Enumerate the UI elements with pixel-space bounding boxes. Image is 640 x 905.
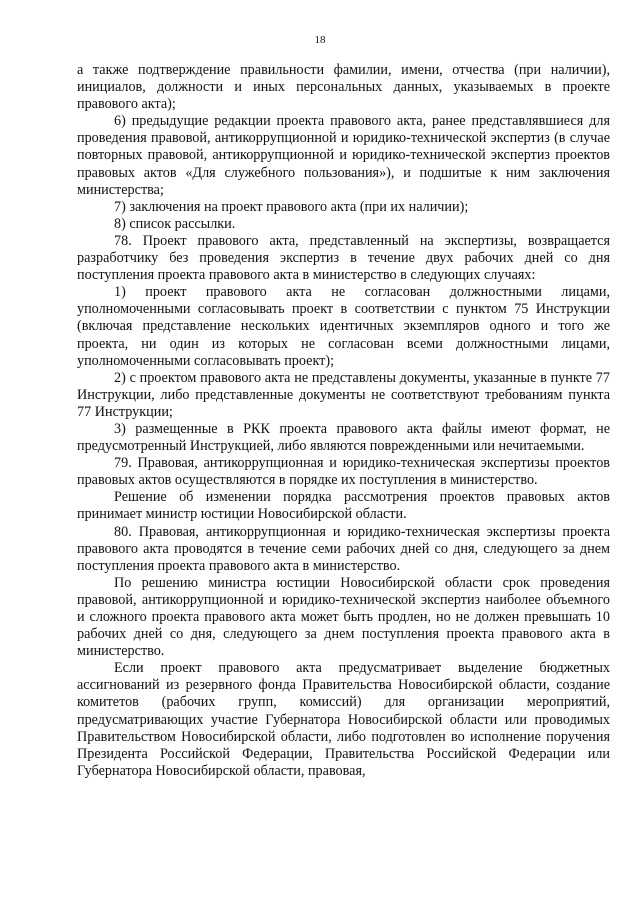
clause-80-extension: По решению министра юстиции Новосибирской области срок проведения правовой, антикоррупционной и юридико-технической экспертиз наиболее объемного и сложного проекта правового акта может быть продлен, но не должен превышать 10 рабочих дней со дня, следующего за днем поступления проекта правового акта в министерство. bbox=[77, 574, 610, 660]
document-body bbox=[77, 62, 610, 780]
clause-80: 80. Правовая, антикоррупционная и юридико-техническая экспертизы проекта правового акта проводятся в течение семи рабочих дней со дня, следующего за днем поступления проекта правового акта в министерство. bbox=[77, 523, 610, 574]
clause-79-decision: Решение об изменении порядка рассмотрения проектов правовых актов принимает министр юстиции Новосибирской области. bbox=[77, 489, 610, 523]
list-item-6: 6) предыдущие редакции проекта правового акта, ранее представлявшиеся для проведения правовой, антикоррупционной и юридико-технической экспертиз (в случае повторных правовой, антикоррупционной и юридико-технической экспертиз проектов правовых актов «Для служебного пользования»), и подшитые к ним заключения министерства; bbox=[77, 113, 610, 198]
list-item-8: 8) список рассылки. bbox=[114, 215, 236, 232]
clause-78-item-1: 1) проект правового акта не согласован должностными лицами, уполномоченными согласовывать проект в соответствии с пунктом 75 Инструкции (включая представление нескольких идентичных экземпляров одного и того же проекта, ни один из которых не согласован всеми должностными лицами, уполномоченными согласовывать проект); bbox=[77, 284, 610, 369]
clause-80-special-case: Если проект правового акта предусматривает выделение бюджетных ассигнований из резервного фонда Правительства Новосибирской области, создание комитетов (рабочих групп, комиссий) для организации мероприятий, предусматривающих участие Губернатора Новосибирской области или проводимых Правительством Новосибирской области, либо подготовлен во исполнение поручения Президента Российской Федерации, Правительства Российской Федерации или Губернатора Новосибирской области, правовая, bbox=[77, 660, 610, 779]
list-item-7: 7) заключения на проект правового акта (при их наличии); bbox=[114, 198, 469, 215]
clause-78: 78. Проект правового акта, представленный на экспертизы, возвращается разработчику без проведения экспертиз в течение двух рабочих дней со дня поступления проекта правового акта в министерство в следующих случаях: bbox=[77, 232, 610, 284]
clause-78-item-2: 2) с проектом правового акта не представлены документы, указанные в пункте 77 Инструкции, либо представленные документы не соответствуют требованиям пункта 77 Инструкции; bbox=[77, 369, 610, 420]
page-number: 18 bbox=[314, 34, 326, 46]
paragraph-continuation: а также подтверждение правильности фамилии, имени, отчества (при наличии), инициалов, должности и иных персональных данных, указываемых в проекте правового акта); bbox=[77, 62, 610, 113]
clause-78-item-3: 3) размещенные в РКК проекта правового акта файлы имеют формат, не предусмотренный Инструкцией, либо являются поврежденными или нечитаемыми. bbox=[77, 420, 610, 455]
clause-79: 79. Правовая, антикоррупционная и юридико-техническая экспертизы проектов правовых актов осуществляются в порядке их поступления в министерство. bbox=[77, 455, 610, 489]
